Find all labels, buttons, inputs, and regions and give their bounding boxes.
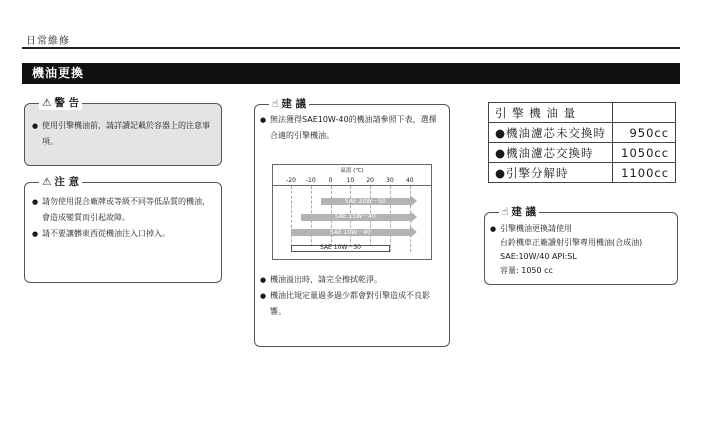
arrow-head <box>410 226 417 238</box>
arrow-head <box>410 195 417 207</box>
table-row <box>489 143 676 163</box>
advice-intro: ● 無法獲得SAE10W-40的機油請參照下表，選擇合適的引擎機油。 <box>260 112 444 144</box>
advice-item: ● 機油比規定量過多過少都會對引擎造成不良影響。 <box>260 288 444 320</box>
x-tick-label: 40 <box>405 177 414 184</box>
warning-title: ⚠ 警 告 <box>39 96 82 110</box>
advice-list <box>260 272 444 320</box>
table-header-blank <box>613 103 676 123</box>
table-row <box>489 163 676 183</box>
range-label: SAE 15W－40 <box>334 213 376 220</box>
advice2-lines <box>500 236 676 278</box>
range-label: SAE 10W－40 <box>329 228 371 236</box>
caution-item: ● 請不要讓髒東西從機油注入口掉入。 <box>32 226 216 242</box>
table-row <box>489 123 676 143</box>
x-tick-label: -20 <box>286 177 296 184</box>
advice-item: ● 機油溢出時，請完全擦拭乾淨。 <box>260 272 444 288</box>
chart-separator <box>272 185 432 186</box>
table-header: 引 擎 機 油 量 <box>489 103 613 123</box>
x-tick-label: 30 <box>386 177 394 184</box>
row-value: 1050cc <box>613 143 676 163</box>
advice2-line: SAE:10W/40 API:SL <box>500 252 577 261</box>
warning-triangle-icon: ⚠ <box>42 97 52 109</box>
advice-intro-list <box>260 112 444 144</box>
advice2-line: 台鈴機車正廠讀射引擎專用機油(合成油) <box>500 238 643 247</box>
caution-item: ● 請勿使用混合廠牌或等級不同等低品質的機油，會造成變質而引起故障。 <box>32 194 216 226</box>
x-tick-label: 0 <box>328 177 333 184</box>
caution-title: ⚠ 注 意 <box>39 175 82 189</box>
chart-title: 氣溫 (℃) <box>340 168 364 174</box>
oil-capacity-table <box>488 102 676 183</box>
row-value: 950cc <box>613 123 676 143</box>
advice-title-2: ☝ 建 議 <box>499 205 539 219</box>
header-rule <box>22 47 680 49</box>
advice-title: ☝ 建 議 <box>269 97 309 111</box>
warning-item: ● 使用引擎機油前，請詳讀記載於容器上的注意事項。 <box>32 118 216 150</box>
row-label: ●引擎分解時 <box>489 163 613 183</box>
x-tick-label: 20 <box>366 177 375 184</box>
x-tick-label: 10 <box>346 177 355 184</box>
warning-list <box>32 118 216 150</box>
arrow-head <box>410 211 417 223</box>
range-label: SAE 20W－50 <box>344 197 386 205</box>
row-label: ●機油濾芯交換時 <box>489 143 613 163</box>
advice2-intro: ● 引擎機油更換請使用 <box>490 222 674 236</box>
table-header-row <box>489 103 676 123</box>
pointing-hand-icon: ☝ <box>502 206 509 218</box>
pointing-hand-icon: ☝ <box>272 98 279 110</box>
page-header: 日常維修 <box>26 36 70 47</box>
row-label: ●機油濾芯未交換時 <box>489 123 613 143</box>
advice2-list <box>490 222 674 236</box>
advice2-line: 容量: 1050 cc <box>500 266 553 275</box>
grid-line <box>291 186 292 252</box>
caution-list <box>32 194 216 242</box>
section-title: 機油更換 <box>22 63 680 84</box>
x-tick-label: -10 <box>305 177 316 184</box>
range-label: SAE 10W－30 <box>320 244 361 251</box>
warning-triangle-icon: ⚠ <box>42 176 52 188</box>
row-value: 1100cc <box>613 163 676 183</box>
